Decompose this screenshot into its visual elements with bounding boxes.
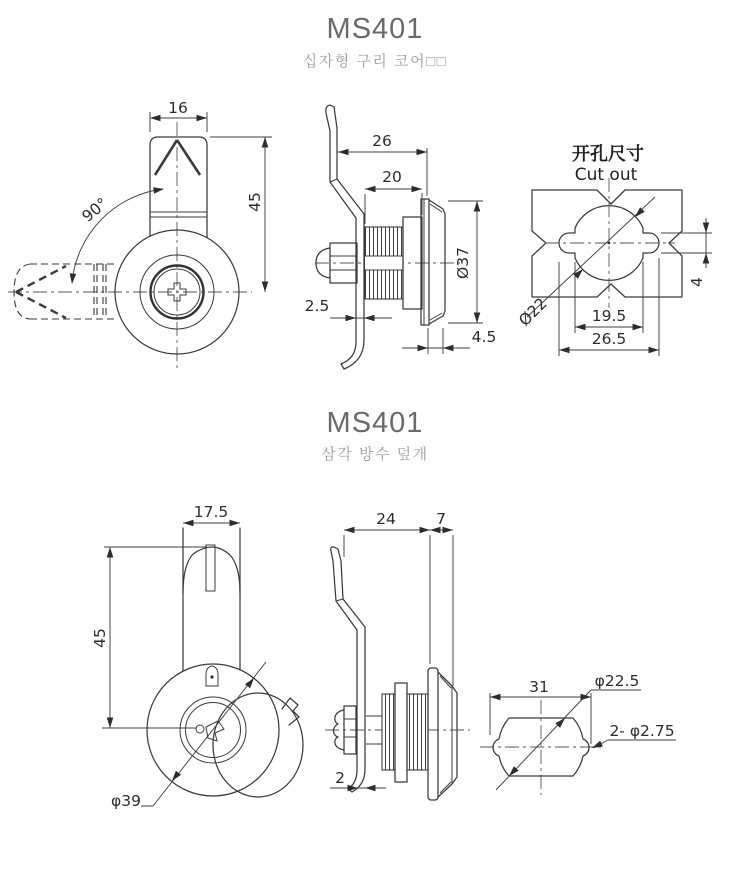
cam-bend-tick [336, 599, 343, 601]
dim-label-height: 45 [246, 192, 264, 212]
extension-lines [344, 535, 453, 686]
rear-nut-facets [344, 719, 356, 737]
thread-core [365, 256, 403, 270]
product-title-2: MS401 [326, 407, 424, 439]
padlock-dot [210, 675, 213, 678]
extension-lines [102, 547, 207, 728]
cam-bend-tick [330, 179, 337, 182]
centerlines [480, 700, 604, 795]
cam-rotated-hub [94, 264, 106, 319]
cam-sides [183, 528, 240, 671]
product-subtitle-2: 삼각 방수 덮개 [321, 446, 429, 463]
cover-details [440, 676, 452, 793]
cam-lever [330, 128, 364, 369]
s2-front-view-drawing [91, 503, 303, 810]
head-chamfers [430, 204, 442, 320]
dimension-lines [110, 523, 240, 728]
cover-tab [282, 698, 299, 725]
cam-tip [326, 105, 337, 131]
threads-front [407, 694, 428, 770]
cam-slot [206, 545, 215, 591]
s1-front-view-drawing [8, 99, 272, 370]
dim-label-cam-offset: 2.5 [304, 297, 330, 315]
dim-label-body-dia: φ39 [111, 792, 141, 810]
dim-label-holes: 2- φ2.75 [609, 722, 675, 740]
dim-label-cutout-dia: Ø22 [515, 294, 551, 330]
key-stop-hole [196, 725, 204, 733]
dim-label-head-depth: 7 [436, 510, 446, 528]
dimension-arrows [490, 694, 603, 779]
product-subtitle-1: 십자형 구리 코어□□ [302, 53, 448, 70]
cover-profile [438, 672, 457, 797]
dim-label-cutout-dia: φ22.5 [594, 672, 640, 690]
s1-side-view-drawing [305, 105, 497, 369]
panel-section [395, 683, 407, 782]
dim-label-cutout-width: 31 [529, 678, 549, 696]
cam-dome [183, 547, 240, 593]
cam-rotated-outline [14, 264, 115, 319]
dim-label-head-dia: Ø37 [454, 247, 472, 279]
center-mark [608, 242, 611, 245]
waterproof-cover [213, 693, 303, 797]
head [429, 200, 445, 324]
threads-rear [382, 694, 395, 770]
cam-tip [331, 547, 341, 561]
s2-side-view-drawing [325, 510, 470, 800]
cam-lever [333, 561, 365, 792]
product-title-1: MS401 [326, 13, 424, 45]
head-plate [428, 668, 438, 800]
dim-label-head-depth: 4.5 [471, 328, 497, 346]
dimension-arrows [107, 520, 257, 783]
dim-label-height: 45 [91, 628, 109, 648]
dimension-arrows [559, 207, 709, 353]
dim-label-cam-thickness: 2 [335, 769, 345, 787]
s1-cutout-drawing [515, 143, 712, 356]
dim-label-flat-width: 19.5 [591, 307, 627, 325]
cam-hub-lines [150, 212, 207, 217]
dim-label-thread-length: 20 [382, 168, 402, 186]
dim-label-rotation-angle: 90° [78, 194, 112, 226]
dim-label-total-length: 26 [372, 132, 392, 150]
cutout-title-en: Cut out [574, 165, 638, 185]
cam-outline [150, 137, 207, 237]
dim-label-cam-width: 16 [168, 99, 188, 117]
cam-bend-lines [155, 140, 200, 175]
s2-cutout-drawing [480, 672, 676, 795]
extension-lines [559, 233, 712, 356]
dim-label-cam-width: 17.5 [193, 503, 229, 521]
cutout-title-cn: 开孔尺寸 [572, 144, 644, 165]
dim-label-notch: 4 [688, 277, 706, 287]
dim-label-total-width: 26.5 [591, 330, 627, 348]
holes-leader [593, 740, 676, 748]
dia-leader [527, 197, 655, 317]
dim-label-body-length: 24 [376, 510, 396, 528]
